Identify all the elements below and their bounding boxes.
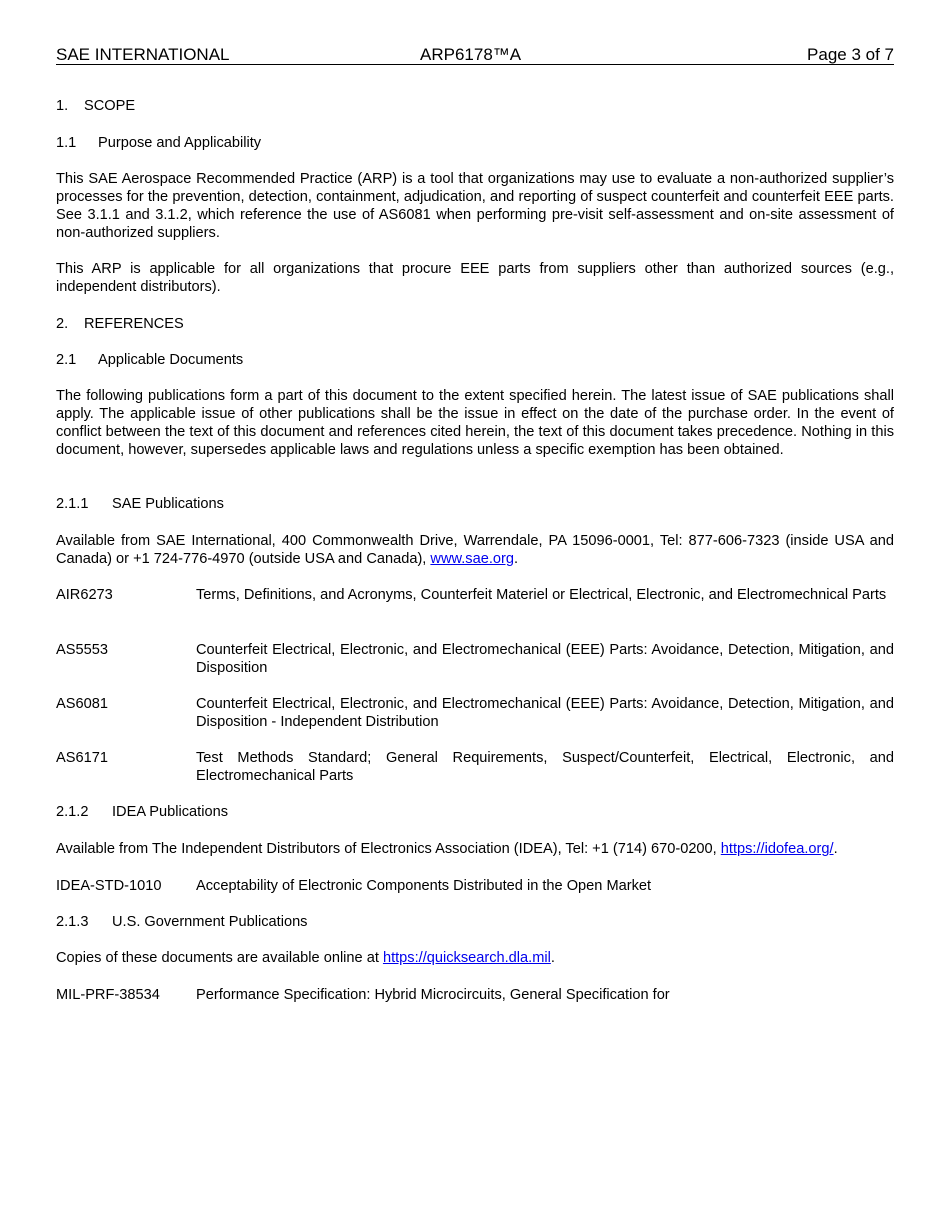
paragraph-idea-availability: Available from The Independent Distributors of Electronics Association (IDEA), Tel: +1 (714) 670-0200, https://idofea.org/. [56,841,838,857]
section-heading-us-government-publications: 2.1.3 U.S. Government Publications [56,914,308,930]
paragraph-applicability: This ARP is applicable for all organizations that procure EEE parts from suppliers other than authorized sources (e.g., independent distributors). [56,261,894,295]
paragraph-applicable-documents: The following publications form a part of this document to the extent specified herein. The latest issue of SAE publications shall apply. The applicable issue of other publications shall be the issue in effect on the date of the purchase order. In the event of conflict between the text of this document and references cited herein, the text of this document takes precedence. Nothing in this document, however, supersedes applicable laws and regulations unless a specific exemption has been obtained. [56,388,894,458]
reference-title: Counterfeit Electrical, Electronic, and Electromechanical (EEE) Parts: Avoidance, Detection, Mitigation, and Disposition [196,642,894,676]
section-heading-purpose: 1.1 Purpose and Applicability [56,135,262,151]
header-page-number: Page 3 of 7 [807,45,894,64]
reference-title: Terms, Definitions, and Acronyms, Counterfeit Materiel or Electrical, Electronic, and Electromechnical Parts [196,587,887,603]
section-heading-applicable-documents: 2.1 Applicable Documents [56,352,244,368]
dla-quicksearch-link[interactable]: https://quicksearch.dla.mil [382,950,551,966]
reference-code: AS6081 [56,696,108,712]
reference-code: AS6171 [56,750,108,766]
section-heading-idea-publications: 2.1.2 IDEA Publications [56,804,229,820]
reference-title: Counterfeit Electrical, Electronic, and Electromechanical (EEE) Parts: Avoidance, Detection, Mitigation, and Disposition - Independent Distribution [196,696,894,730]
paragraph-dla-availability: Copies of these documents are available online at https://quicksearch.dla.mil. [56,950,555,966]
sae-website-link[interactable]: www.sae.org [430,551,514,567]
paragraph-sae-availability: Available from SAE International, 400 Commonwealth Drive, Warrendale, PA 15096-0001, Tel: 877-606-7323 (inside USA and Canada) or +1 724-776-4970 (outside USA and Canada), www.sae.org. [56,533,894,567]
header-document-id: ARP6178™A [420,45,522,64]
paragraph-purpose: This SAE Aerospace Recommended Practice (ARP) is a tool that organizations may use to evaluate a non-authorized supplier’s processes for the prevention, detection, containment, adjudication, and reporting of suspect counterfeit and counterfeit EEE parts. See 3.1.1 and 3.1.2, which reference the use of AS6081 when performing pre-visit self-assessment and on-site assessment of non-authorized suppliers. [56,171,894,241]
reference-title: Acceptability of Electronic Components Distributed in the Open Market [196,878,652,894]
reference-code: AIR6273 [56,587,113,603]
page-header [56,45,894,65]
idea-website-link[interactable]: https://idofea.org/ [720,841,834,857]
reference-title: Test Methods Standard; General Requirements, Suspect/Counterfeit, Electrical, Electronic, and Electromechanical Parts [196,750,894,784]
header-organization: SAE INTERNATIONAL [56,45,230,64]
section-heading-scope: 1. SCOPE [56,98,136,114]
section-heading-references: 2. REFERENCES [56,316,184,332]
reference-code: IDEA-STD-1010 [56,878,162,894]
section-heading-sae-publications: 2.1.1 SAE Publications [56,496,224,512]
reference-code: MIL-PRF-38534 [56,987,160,1003]
reference-title: Performance Specification: Hybrid Microcircuits, General Specification for [196,987,670,1003]
reference-code: AS5553 [56,642,108,658]
